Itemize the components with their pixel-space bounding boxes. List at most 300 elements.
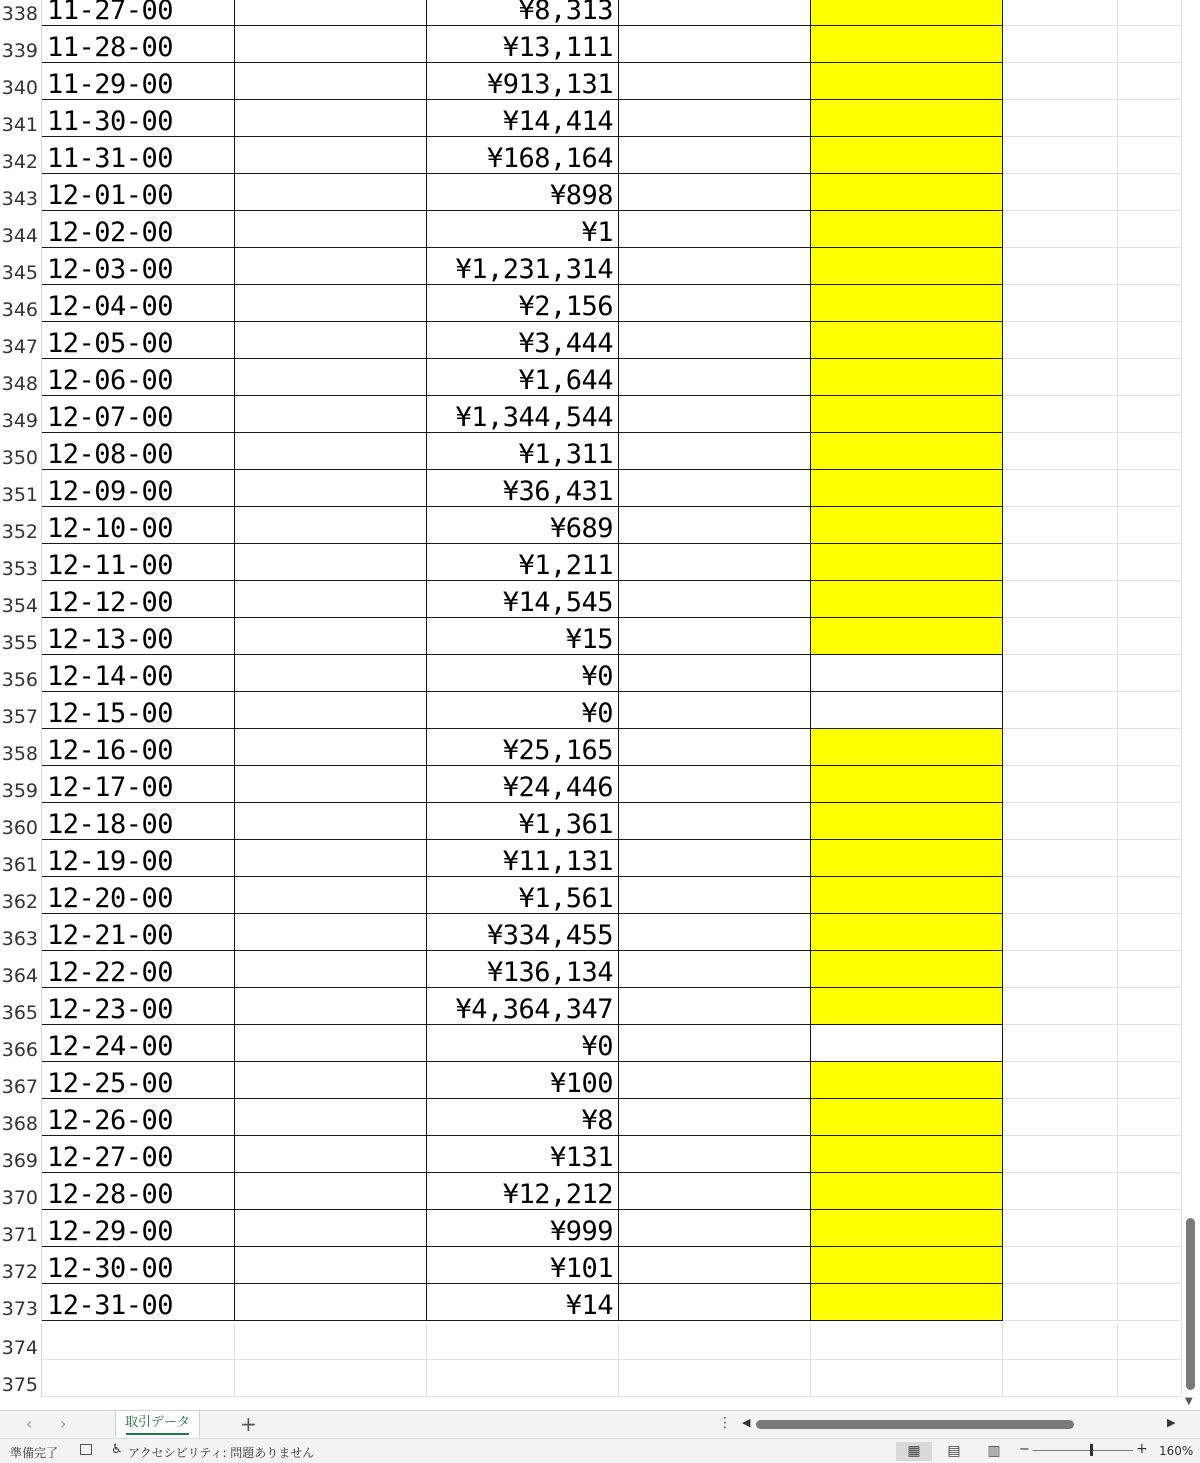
highlighted-cell[interactable]	[811, 359, 1003, 396]
empty-cell[interactable]	[235, 507, 427, 544]
empty-cell[interactable]	[619, 840, 811, 877]
zoom-slider[interactable]	[1033, 1450, 1133, 1451]
empty-cell[interactable]	[1118, 692, 1182, 729]
highlighted-cell[interactable]	[811, 211, 1003, 248]
empty-cell[interactable]	[1003, 766, 1118, 803]
amount-cell[interactable]: ¥8	[427, 1099, 619, 1136]
amount-cell[interactable]: ¥1,231,314	[427, 248, 619, 285]
empty-cell[interactable]	[1003, 211, 1118, 248]
empty-cell[interactable]	[619, 581, 811, 618]
date-cell[interactable]: 12-22-00	[42, 951, 235, 988]
empty-cell[interactable]	[1003, 1136, 1118, 1173]
row-header[interactable]: 350	[0, 433, 42, 470]
date-cell[interactable]: 12-20-00	[42, 877, 235, 914]
empty-cell[interactable]	[619, 1210, 811, 1247]
empty-cell[interactable]	[235, 100, 427, 137]
empty-cell[interactable]	[235, 359, 427, 396]
empty-cell[interactable]	[619, 544, 811, 581]
date-cell[interactable]: 12-06-00	[42, 359, 235, 396]
empty-cell[interactable]	[1118, 1025, 1182, 1062]
empty-cell[interactable]	[619, 803, 811, 840]
empty-cell[interactable]	[1118, 322, 1182, 359]
empty-cell[interactable]	[619, 1136, 811, 1173]
chevron-left-icon[interactable]: ‹	[26, 1414, 33, 1433]
empty-cell[interactable]	[619, 692, 811, 729]
row-header[interactable]: 367	[0, 1062, 42, 1099]
row-header[interactable]: 352	[0, 507, 42, 544]
empty-cell[interactable]	[235, 248, 427, 285]
empty-cell[interactable]	[619, 174, 811, 211]
date-cell[interactable]: 12-07-00	[42, 396, 235, 433]
empty-cell[interactable]	[42, 1360, 235, 1397]
empty-cell[interactable]	[1003, 877, 1118, 914]
zoom-level[interactable]: 160%	[1159, 1444, 1194, 1458]
scroll-down-arrow-icon[interactable]: ▼	[1185, 1396, 1193, 1407]
highlighted-cell[interactable]	[811, 1062, 1003, 1099]
empty-cell[interactable]	[1118, 359, 1182, 396]
date-cell[interactable]: 11-29-00	[42, 63, 235, 100]
empty-cell[interactable]	[619, 63, 811, 100]
empty-cell[interactable]	[619, 211, 811, 248]
amount-cell[interactable]: ¥13,111	[427, 26, 619, 63]
date-cell[interactable]: 12-10-00	[42, 507, 235, 544]
empty-cell[interactable]	[811, 1025, 1003, 1062]
row-header[interactable]: 370	[0, 1173, 42, 1210]
row-header[interactable]: 366	[0, 1025, 42, 1062]
amount-cell[interactable]: ¥334,455	[427, 914, 619, 951]
empty-cell[interactable]	[235, 581, 427, 618]
empty-cell[interactable]	[1118, 396, 1182, 433]
empty-cell[interactable]	[619, 729, 811, 766]
empty-cell[interactable]	[235, 914, 427, 951]
highlighted-cell[interactable]	[811, 1136, 1003, 1173]
empty-cell[interactable]	[235, 174, 427, 211]
date-cell[interactable]: 12-14-00	[42, 655, 235, 692]
date-cell[interactable]: 12-26-00	[42, 1099, 235, 1136]
date-cell[interactable]: 12-21-00	[42, 914, 235, 951]
date-cell[interactable]: 12-25-00	[42, 1062, 235, 1099]
date-cell[interactable]: 12-29-00	[42, 1210, 235, 1247]
empty-cell[interactable]	[235, 951, 427, 988]
empty-cell[interactable]	[1003, 248, 1118, 285]
date-cell[interactable]: 12-08-00	[42, 433, 235, 470]
date-cell[interactable]: 12-31-00	[42, 1284, 235, 1321]
empty-cell[interactable]	[1118, 877, 1182, 914]
empty-cell[interactable]	[235, 26, 427, 63]
empty-cell[interactable]	[619, 470, 811, 507]
empty-cell[interactable]	[235, 211, 427, 248]
empty-cell[interactable]	[1003, 174, 1118, 211]
date-cell[interactable]: 11-30-00	[42, 100, 235, 137]
empty-cell[interactable]	[1003, 1360, 1118, 1397]
amount-cell[interactable]: ¥913,131	[427, 63, 619, 100]
date-cell[interactable]: 12-02-00	[42, 211, 235, 248]
empty-cell[interactable]	[235, 803, 427, 840]
date-cell[interactable]: 11-27-00	[42, 0, 235, 26]
empty-cell[interactable]	[619, 433, 811, 470]
empty-cell[interactable]	[235, 840, 427, 877]
macro-record-icon[interactable]	[80, 1444, 92, 1455]
row-header[interactable]: 359	[0, 766, 42, 803]
empty-cell[interactable]	[235, 0, 427, 26]
highlighted-cell[interactable]	[811, 248, 1003, 285]
empty-cell[interactable]	[1003, 285, 1118, 322]
amount-cell[interactable]: ¥15	[427, 618, 619, 655]
empty-cell[interactable]	[619, 322, 811, 359]
empty-cell[interactable]	[1118, 1210, 1182, 1247]
amount-cell[interactable]: ¥0	[427, 692, 619, 729]
empty-cell[interactable]	[235, 1062, 427, 1099]
empty-cell[interactable]	[1118, 100, 1182, 137]
amount-cell[interactable]: ¥1,561	[427, 877, 619, 914]
row-header[interactable]: 369	[0, 1136, 42, 1173]
date-cell[interactable]: 12-24-00	[42, 1025, 235, 1062]
row-header[interactable]: 364	[0, 951, 42, 988]
empty-cell[interactable]	[619, 26, 811, 63]
amount-cell[interactable]: ¥24,446	[427, 766, 619, 803]
amount-cell[interactable]: ¥14,545	[427, 581, 619, 618]
highlighted-cell[interactable]	[811, 1247, 1003, 1284]
empty-cell[interactable]	[1003, 1323, 1118, 1360]
empty-cell[interactable]	[235, 470, 427, 507]
row-header[interactable]: 368	[0, 1099, 42, 1136]
empty-cell[interactable]	[1003, 100, 1118, 137]
amount-cell[interactable]: ¥101	[427, 1247, 619, 1284]
amount-cell[interactable]: ¥1	[427, 211, 619, 248]
vertical-scroll-thumb[interactable]	[1186, 1218, 1195, 1390]
amount-cell[interactable]: ¥8,313	[427, 0, 619, 26]
amount-cell[interactable]: ¥168,164	[427, 137, 619, 174]
empty-cell[interactable]	[1003, 322, 1118, 359]
empty-cell[interactable]	[235, 988, 427, 1025]
empty-cell[interactable]	[619, 396, 811, 433]
row-header[interactable]: 375	[0, 1360, 42, 1397]
empty-cell[interactable]	[1118, 729, 1182, 766]
highlighted-cell[interactable]	[811, 26, 1003, 63]
highlighted-cell[interactable]	[811, 285, 1003, 322]
empty-cell[interactable]	[1003, 655, 1118, 692]
empty-cell[interactable]	[235, 63, 427, 100]
empty-cell[interactable]	[1118, 618, 1182, 655]
amount-cell[interactable]: ¥100	[427, 1062, 619, 1099]
empty-cell[interactable]	[235, 137, 427, 174]
date-cell[interactable]: 12-11-00	[42, 544, 235, 581]
amount-cell[interactable]: ¥36,431	[427, 470, 619, 507]
empty-cell[interactable]	[1118, 840, 1182, 877]
amount-cell[interactable]: ¥1,644	[427, 359, 619, 396]
empty-cell[interactable]	[235, 322, 427, 359]
view-page-break-icon[interactable]: ▥	[987, 1443, 1001, 1459]
empty-cell[interactable]	[1118, 211, 1182, 248]
amount-cell[interactable]: ¥1,361	[427, 803, 619, 840]
empty-cell[interactable]	[619, 1247, 811, 1284]
empty-cell[interactable]	[235, 655, 427, 692]
date-cell[interactable]: 12-30-00	[42, 1247, 235, 1284]
highlighted-cell[interactable]	[811, 840, 1003, 877]
horizontal-scroll-thumb[interactable]	[756, 1420, 1074, 1429]
highlighted-cell[interactable]	[811, 1099, 1003, 1136]
row-header[interactable]: 345	[0, 248, 42, 285]
empty-cell[interactable]	[619, 951, 811, 988]
empty-cell[interactable]	[1003, 692, 1118, 729]
empty-cell[interactable]	[1118, 544, 1182, 581]
amount-cell[interactable]: ¥0	[427, 1025, 619, 1062]
row-header[interactable]: 346	[0, 285, 42, 322]
empty-cell[interactable]	[1118, 470, 1182, 507]
empty-cell[interactable]	[235, 1323, 427, 1360]
row-header[interactable]: 340	[0, 63, 42, 100]
date-cell[interactable]: 12-04-00	[42, 285, 235, 322]
row-header[interactable]: 357	[0, 692, 42, 729]
empty-cell[interactable]	[619, 1099, 811, 1136]
empty-cell[interactable]	[1003, 729, 1118, 766]
date-cell[interactable]: 12-19-00	[42, 840, 235, 877]
empty-cell[interactable]	[235, 877, 427, 914]
amount-cell[interactable]: ¥898	[427, 174, 619, 211]
empty-cell[interactable]	[1118, 1062, 1182, 1099]
empty-cell[interactable]	[235, 692, 427, 729]
empty-cell[interactable]	[619, 285, 811, 322]
date-cell[interactable]: 12-27-00	[42, 1136, 235, 1173]
highlighted-cell[interactable]	[811, 544, 1003, 581]
amount-cell[interactable]: ¥1,311	[427, 433, 619, 470]
empty-cell[interactable]	[427, 1360, 619, 1397]
amount-cell[interactable]: ¥1,344,544	[427, 396, 619, 433]
row-header[interactable]: 363	[0, 914, 42, 951]
empty-cell[interactable]	[1118, 0, 1182, 26]
amount-cell[interactable]: ¥11,131	[427, 840, 619, 877]
empty-cell[interactable]	[811, 655, 1003, 692]
empty-cell[interactable]	[1118, 803, 1182, 840]
highlighted-cell[interactable]	[811, 1210, 1003, 1247]
empty-cell[interactable]	[619, 100, 811, 137]
row-header[interactable]: 361	[0, 840, 42, 877]
date-cell[interactable]: 12-03-00	[42, 248, 235, 285]
empty-cell[interactable]	[235, 1210, 427, 1247]
highlighted-cell[interactable]	[811, 174, 1003, 211]
empty-cell[interactable]	[1118, 1323, 1182, 1360]
empty-cell[interactable]	[619, 1173, 811, 1210]
row-header[interactable]: 348	[0, 359, 42, 396]
empty-cell[interactable]	[1003, 581, 1118, 618]
row-header[interactable]: 372	[0, 1247, 42, 1284]
date-cell[interactable]: 12-23-00	[42, 988, 235, 1025]
empty-cell[interactable]	[1003, 1284, 1118, 1321]
empty-cell[interactable]	[1003, 1099, 1118, 1136]
empty-cell[interactable]	[1003, 63, 1118, 100]
empty-cell[interactable]	[619, 248, 811, 285]
empty-cell[interactable]	[1003, 433, 1118, 470]
amount-cell[interactable]: ¥12,212	[427, 1173, 619, 1210]
highlighted-cell[interactable]	[811, 507, 1003, 544]
highlighted-cell[interactable]	[811, 433, 1003, 470]
highlighted-cell[interactable]	[811, 63, 1003, 100]
amount-cell[interactable]: ¥689	[427, 507, 619, 544]
zoom-in-button[interactable]: +	[1136, 1441, 1148, 1457]
empty-cell[interactable]	[1118, 1284, 1182, 1321]
empty-cell[interactable]	[619, 914, 811, 951]
amount-cell[interactable]: ¥4,364,347	[427, 988, 619, 1025]
empty-cell[interactable]	[235, 766, 427, 803]
highlighted-cell[interactable]	[811, 396, 1003, 433]
date-cell[interactable]: 12-17-00	[42, 766, 235, 803]
empty-cell[interactable]	[1118, 26, 1182, 63]
date-cell[interactable]: 12-18-00	[42, 803, 235, 840]
empty-cell[interactable]	[1118, 285, 1182, 322]
empty-cell[interactable]	[619, 137, 811, 174]
empty-cell[interactable]	[235, 1025, 427, 1062]
empty-cell[interactable]	[427, 1323, 619, 1360]
empty-cell[interactable]	[1118, 174, 1182, 211]
empty-cell[interactable]	[1118, 433, 1182, 470]
row-header[interactable]: 344	[0, 211, 42, 248]
empty-cell[interactable]	[811, 692, 1003, 729]
amount-cell[interactable]: ¥14,414	[427, 100, 619, 137]
date-cell[interactable]: 11-28-00	[42, 26, 235, 63]
accessibility-status[interactable]: アクセシビリティ: 問題ありません	[128, 1446, 315, 1460]
empty-cell[interactable]	[1003, 914, 1118, 951]
empty-cell[interactable]	[619, 1062, 811, 1099]
empty-cell[interactable]	[1118, 1136, 1182, 1173]
empty-cell[interactable]	[1003, 137, 1118, 174]
row-header[interactable]: 358	[0, 729, 42, 766]
empty-cell[interactable]	[235, 1284, 427, 1321]
row-header[interactable]: 353	[0, 544, 42, 581]
empty-cell[interactable]	[1003, 544, 1118, 581]
empty-cell[interactable]	[235, 618, 427, 655]
empty-cell[interactable]	[1003, 988, 1118, 1025]
highlighted-cell[interactable]	[811, 581, 1003, 618]
empty-cell[interactable]	[619, 359, 811, 396]
amount-cell[interactable]: ¥14	[427, 1284, 619, 1321]
empty-cell[interactable]	[1003, 951, 1118, 988]
empty-cell[interactable]	[619, 988, 811, 1025]
row-header[interactable]: 339	[0, 26, 42, 63]
empty-cell[interactable]	[235, 729, 427, 766]
date-cell[interactable]: 12-16-00	[42, 729, 235, 766]
highlighted-cell[interactable]	[811, 877, 1003, 914]
row-header[interactable]: 362	[0, 877, 42, 914]
vertical-scrollbar[interactable]	[1182, 0, 1200, 1410]
sheet-tab-transactions[interactable]: 取引データ	[115, 1411, 200, 1437]
empty-cell[interactable]	[619, 766, 811, 803]
view-normal-icon[interactable]: ▦	[896, 1442, 932, 1461]
date-cell[interactable]: 12-15-00	[42, 692, 235, 729]
amount-cell[interactable]: ¥136,134	[427, 951, 619, 988]
date-cell[interactable]: 11-31-00	[42, 137, 235, 174]
empty-cell[interactable]	[235, 396, 427, 433]
highlighted-cell[interactable]	[811, 988, 1003, 1025]
empty-cell[interactable]	[235, 1136, 427, 1173]
empty-cell[interactable]	[1003, 470, 1118, 507]
more-options-icon[interactable]: ⋮	[718, 1415, 732, 1431]
amount-cell[interactable]: ¥999	[427, 1210, 619, 1247]
empty-cell[interactable]	[619, 618, 811, 655]
row-header[interactable]: 356	[0, 655, 42, 692]
highlighted-cell[interactable]	[811, 470, 1003, 507]
row-header[interactable]: 351	[0, 470, 42, 507]
scroll-left-arrow-icon[interactable]: ◀	[742, 1416, 751, 1429]
empty-cell[interactable]	[1003, 0, 1118, 26]
highlighted-cell[interactable]	[811, 729, 1003, 766]
empty-cell[interactable]	[1118, 248, 1182, 285]
highlighted-cell[interactable]	[811, 618, 1003, 655]
empty-cell[interactable]	[619, 1284, 811, 1321]
chevron-right-icon[interactable]: ›	[60, 1414, 67, 1433]
highlighted-cell[interactable]	[811, 1284, 1003, 1321]
date-cell[interactable]: 12-12-00	[42, 581, 235, 618]
empty-cell[interactable]	[1003, 1247, 1118, 1284]
row-header[interactable]: 347	[0, 322, 42, 359]
empty-cell[interactable]	[1003, 1062, 1118, 1099]
highlighted-cell[interactable]	[811, 322, 1003, 359]
empty-cell[interactable]	[1003, 840, 1118, 877]
date-cell[interactable]: 12-01-00	[42, 174, 235, 211]
empty-cell[interactable]	[1118, 137, 1182, 174]
empty-cell[interactable]	[1118, 507, 1182, 544]
empty-cell[interactable]	[235, 1360, 427, 1397]
highlighted-cell[interactable]	[811, 100, 1003, 137]
empty-cell[interactable]	[235, 544, 427, 581]
empty-cell[interactable]	[1003, 803, 1118, 840]
amount-cell[interactable]: ¥131	[427, 1136, 619, 1173]
empty-cell[interactable]	[235, 433, 427, 470]
row-header[interactable]: 338	[0, 0, 42, 26]
row-header[interactable]: 349	[0, 396, 42, 433]
empty-cell[interactable]	[811, 1360, 1003, 1397]
add-sheet-button[interactable]: +	[240, 1412, 257, 1436]
highlighted-cell[interactable]	[811, 951, 1003, 988]
highlighted-cell[interactable]	[811, 766, 1003, 803]
amount-cell[interactable]: ¥0	[427, 655, 619, 692]
empty-cell[interactable]	[811, 1323, 1003, 1360]
empty-cell[interactable]	[1118, 766, 1182, 803]
date-cell[interactable]: 12-05-00	[42, 322, 235, 359]
highlighted-cell[interactable]	[811, 0, 1003, 26]
empty-cell[interactable]	[1118, 951, 1182, 988]
row-header[interactable]: 371	[0, 1210, 42, 1247]
row-header[interactable]: 342	[0, 137, 42, 174]
zoom-out-button[interactable]: −	[1019, 1442, 1030, 1457]
highlighted-cell[interactable]	[811, 1173, 1003, 1210]
empty-cell[interactable]	[1003, 396, 1118, 433]
row-header[interactable]: 341	[0, 100, 42, 137]
empty-cell[interactable]	[1003, 1173, 1118, 1210]
zoom-slider-thumb[interactable]	[1090, 1444, 1093, 1456]
empty-cell[interactable]	[619, 1360, 811, 1397]
empty-cell[interactable]	[1003, 26, 1118, 63]
amount-cell[interactable]: ¥25,165	[427, 729, 619, 766]
row-header[interactable]: 354	[0, 581, 42, 618]
row-header[interactable]: 360	[0, 803, 42, 840]
date-cell[interactable]: 12-09-00	[42, 470, 235, 507]
row-header[interactable]: 373	[0, 1284, 42, 1321]
empty-cell[interactable]	[619, 507, 811, 544]
row-header[interactable]: 374	[0, 1323, 42, 1360]
empty-cell[interactable]	[1118, 988, 1182, 1025]
empty-cell[interactable]	[42, 1323, 235, 1360]
empty-cell[interactable]	[1003, 1025, 1118, 1062]
empty-cell[interactable]	[1003, 507, 1118, 544]
date-cell[interactable]: 12-13-00	[42, 618, 235, 655]
date-cell[interactable]: 12-28-00	[42, 1173, 235, 1210]
empty-cell[interactable]	[619, 1323, 811, 1360]
empty-cell[interactable]	[1118, 63, 1182, 100]
empty-cell[interactable]	[235, 1247, 427, 1284]
amount-cell[interactable]: ¥1,211	[427, 544, 619, 581]
amount-cell[interactable]: ¥3,444	[427, 322, 619, 359]
empty-cell[interactable]	[235, 1099, 427, 1136]
